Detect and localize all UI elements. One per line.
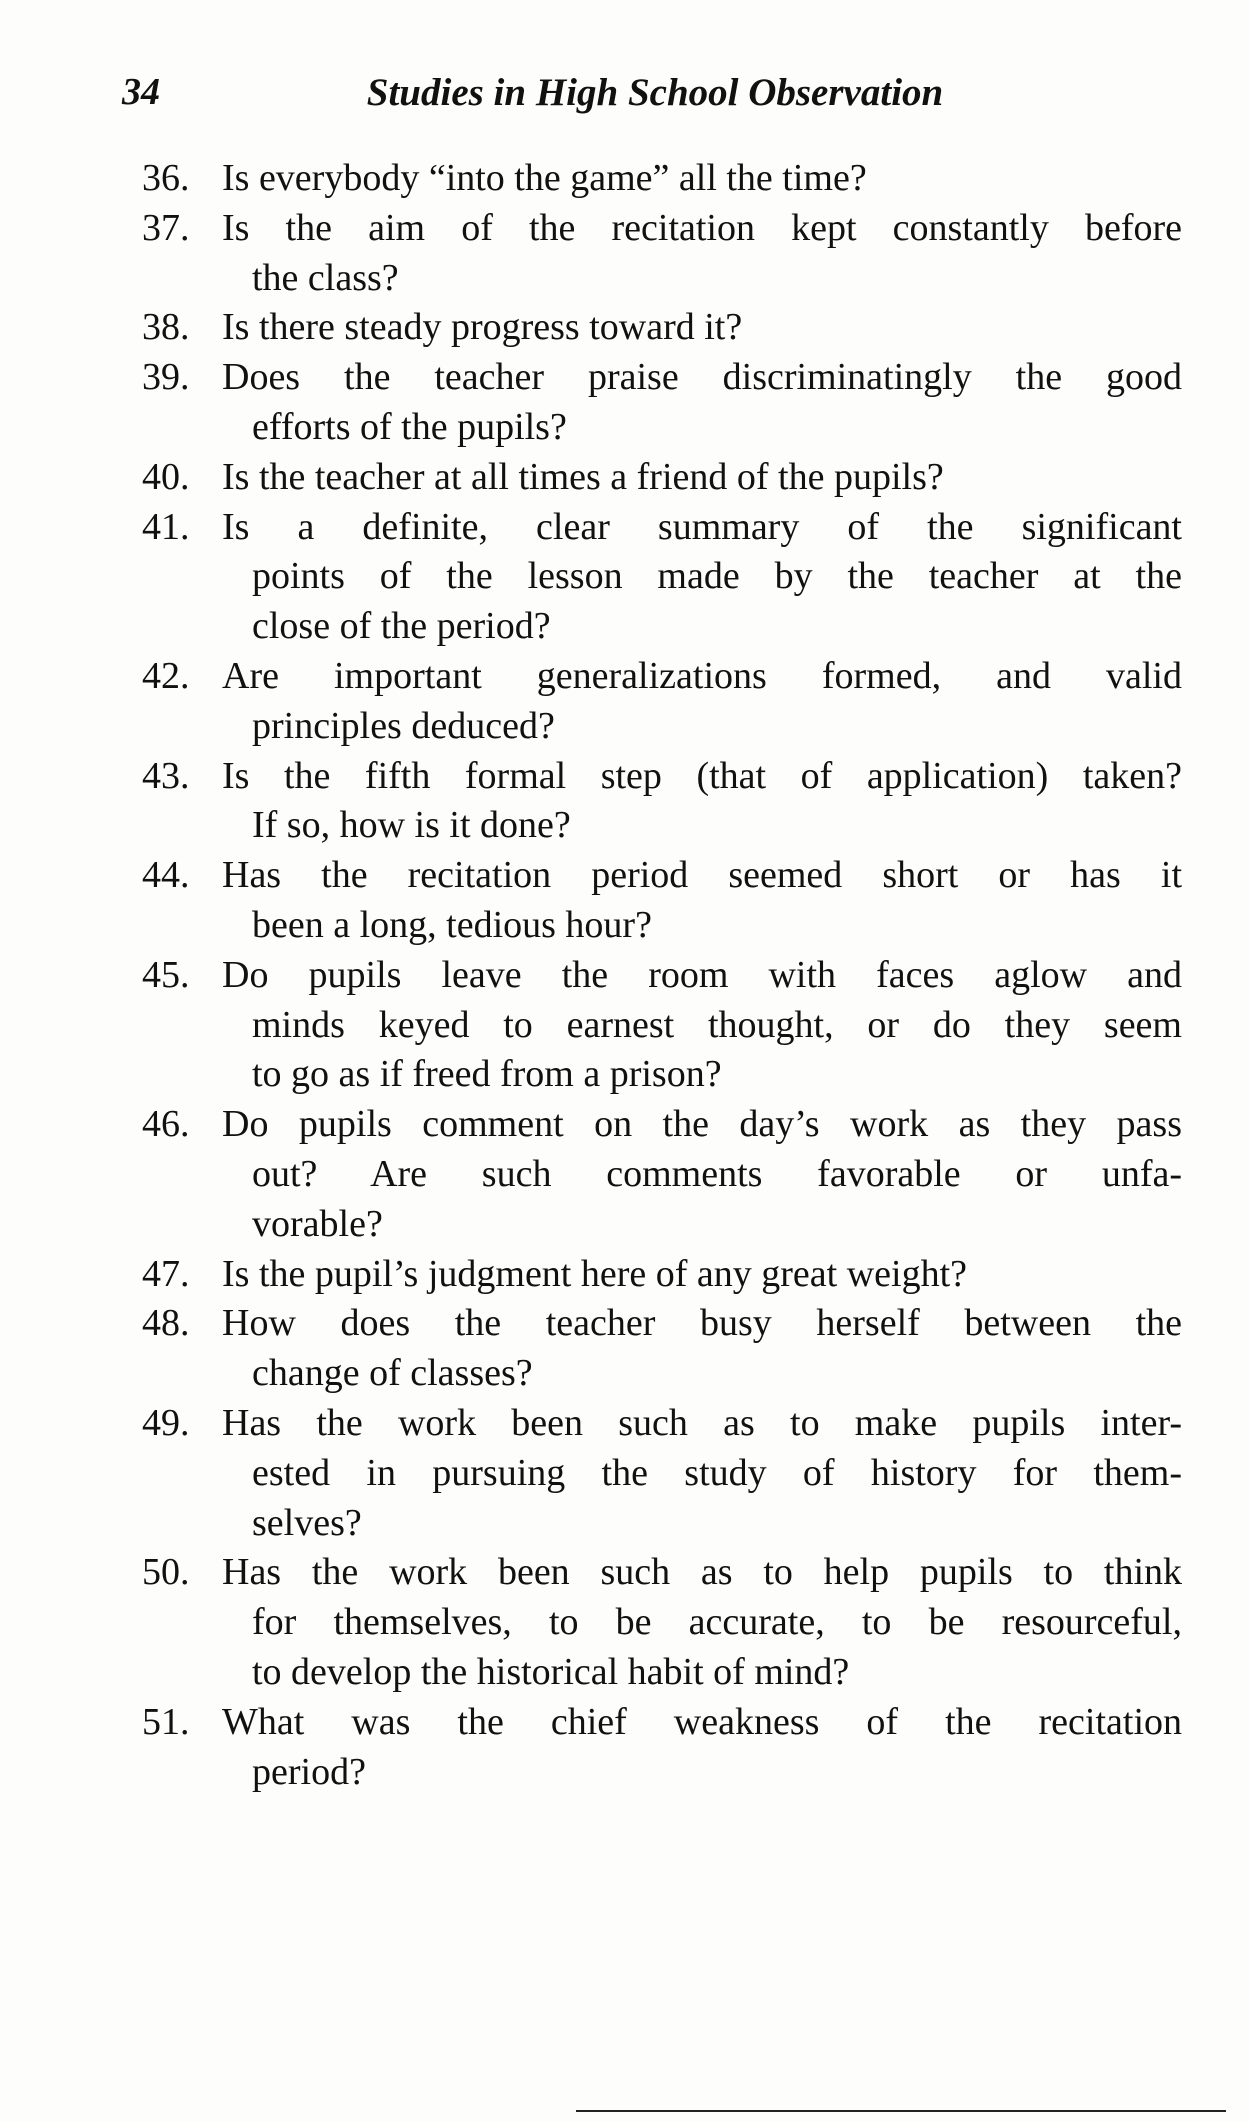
question-item [142, 204, 1182, 304]
question-number: 48. [142, 1302, 190, 1345]
question-text-line: Has the recitation period seemed short or has it [222, 854, 1182, 897]
question-item [142, 503, 1182, 652]
question-text-line: vorable? [252, 1202, 383, 1245]
question-text-line: Does the teacher praise discriminatingly the good [222, 356, 1182, 399]
question-text-line: points of the lesson made by the teacher at the [252, 555, 1182, 598]
question-item [142, 453, 1182, 503]
question-number: 40. [142, 455, 190, 498]
question-text-line: to develop the historical habit of mind? [252, 1650, 850, 1693]
question-text-line: to go as if freed from a prison? [252, 1053, 722, 1096]
question-number: 39. [142, 356, 190, 399]
question-item [142, 1100, 1182, 1249]
question-text-line: period? [252, 1750, 366, 1793]
question-item [142, 851, 1182, 951]
question-text-line: Do pupils comment on the day’s work as they pass [222, 1103, 1182, 1146]
bottom-rule [576, 2110, 1226, 2112]
question-number: 49. [142, 1401, 190, 1444]
question-number: 38. [142, 306, 190, 349]
question-number: 46. [142, 1103, 190, 1146]
question-text-line: close of the period? [252, 605, 551, 648]
question-text-line: If so, how is it done? [252, 804, 571, 847]
question-item [142, 1698, 1182, 1798]
question-item [142, 1250, 1182, 1300]
question-text-line: Is the aim of the recitation kept constantly before [222, 206, 1182, 249]
question-text-line: Is the pupil’s judgment here of any great weight? [222, 1252, 968, 1295]
question-text-line: Do pupils leave the room with faces aglow and [222, 953, 1182, 996]
question-text-line: for themselves, to be accurate, to be resourceful, [252, 1601, 1182, 1644]
question-item [142, 951, 1182, 1100]
question-text-line: What was the chief weakness of the recitation [222, 1700, 1182, 1743]
question-text-line: Has the work been such as to make pupils inter- [222, 1401, 1182, 1444]
question-text-line: ested in pursuing the study of history for them- [252, 1451, 1182, 1494]
question-number: 47. [142, 1252, 190, 1295]
question-text-line: Has the work been such as to help pupils to think [222, 1551, 1182, 1594]
page-number: 34 [122, 71, 160, 113]
question-text-line: Is the fifth formal step (that of application) taken? [222, 754, 1182, 797]
question-list [142, 154, 1182, 1797]
question-text-line: Is everybody “into the game” all the time? [222, 157, 867, 199]
question-number: 36. [142, 157, 190, 199]
running-header [0, 70, 1249, 126]
question-text-line: been a long, tedious hour? [252, 903, 652, 946]
question-text-line: efforts of the pupils? [252, 405, 567, 448]
question-text-line: Is the teacher at all times a friend of the pupils? [222, 455, 944, 498]
question-text-line: Is there steady progress toward it? [222, 306, 743, 349]
question-text-line: minds keyed to earnest thought, or do they seem [252, 1003, 1182, 1046]
question-number: 44. [142, 854, 190, 897]
question-number: 45. [142, 953, 190, 996]
question-text-line: out? Are such comments favorable or unfa- [252, 1152, 1182, 1195]
question-item [142, 752, 1182, 852]
question-item [142, 154, 1182, 204]
question-text-line: change of classes? [252, 1352, 533, 1395]
question-item [142, 1548, 1182, 1697]
question-number: 43. [142, 754, 190, 797]
question-number: 37. [142, 206, 190, 249]
question-text-line: Is a definite, clear summary of the significant [222, 505, 1182, 548]
question-number: 41. [142, 505, 190, 548]
question-text-line: How does the teacher busy herself between the [222, 1302, 1182, 1345]
question-text-line: Are important generalizations formed, and valid [222, 654, 1182, 697]
question-number: 42. [142, 654, 190, 697]
question-text-line: selves? [252, 1501, 362, 1544]
question-item [142, 303, 1182, 353]
question-text-line: the class? [252, 256, 399, 299]
running-title: Studies in High School Observation [366, 71, 944, 114]
question-item [142, 1399, 1182, 1548]
question-number: 50. [142, 1551, 190, 1594]
question-text-line: principles deduced? [252, 704, 555, 747]
question-item [142, 353, 1182, 453]
question-number: 51. [142, 1700, 190, 1743]
question-item [142, 1299, 1182, 1399]
question-item [142, 652, 1182, 752]
